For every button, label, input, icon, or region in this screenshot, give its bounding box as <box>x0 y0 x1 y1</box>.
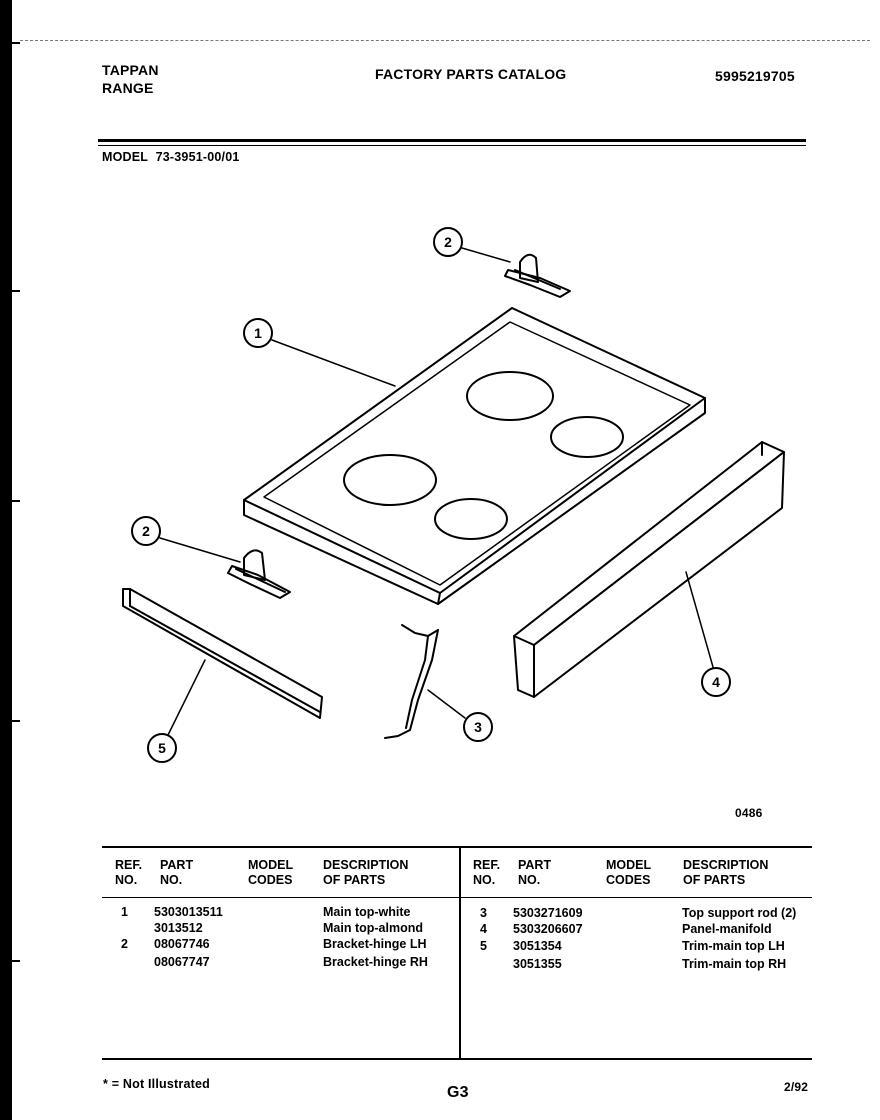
trim-part <box>123 589 322 718</box>
table-cell-ref: 3 <box>480 906 487 920</box>
table-cell-part: 5303206607 <box>513 922 583 936</box>
table-bottom-rule <box>102 1058 812 1060</box>
col-header-desc: DESCRIPTION OF PARTS <box>323 858 409 887</box>
table-cell-part: 5303013511 <box>154 905 223 919</box>
table-top-rule <box>102 846 812 848</box>
col-header-model: MODEL CODES <box>606 858 652 887</box>
footnote: * = Not Illustrated <box>103 1077 210 1091</box>
table-cell-desc: Bracket-hinge LH <box>323 937 427 951</box>
col-header-part: PART NO. <box>518 858 552 887</box>
catalog-number: 5995219705 <box>715 68 795 84</box>
callout-2-lower <box>132 517 160 545</box>
revision-date: 2/92 <box>784 1080 809 1094</box>
brand-line2: RANGE <box>102 80 154 96</box>
table-cell-part: 3051354 <box>513 939 562 953</box>
callout-4-label: 4 <box>712 674 720 690</box>
page-code: G3 <box>447 1084 469 1101</box>
figure-code: 0486 <box>735 806 763 820</box>
table-divider <box>459 847 461 1059</box>
model-number: 73-3951-00/01 <box>155 150 240 164</box>
brand-line1: TAPPAN <box>102 62 159 78</box>
table-cell-part: 08067747 <box>154 955 210 969</box>
support-rod-part <box>385 625 438 738</box>
table-cell-part: 3051355 <box>513 957 562 971</box>
callout-1-label: 1 <box>254 325 262 341</box>
table-cell-desc: Bracket-hinge RH <box>323 955 428 969</box>
table-cell-ref: 4 <box>480 922 487 936</box>
table-cell-part: 3013512 <box>154 921 203 935</box>
col-header-model: MODEL CODES <box>248 858 294 887</box>
scan-notch <box>12 960 20 962</box>
catalog-title: FACTORY PARTS CATALOG <box>375 66 567 82</box>
table-cell-desc: Main top-almond <box>323 921 423 935</box>
table-cell-ref: 1 <box>121 905 128 919</box>
callout-5-label: 5 <box>158 740 166 756</box>
table-cell-desc: Main top-white <box>323 905 411 919</box>
table-header-rule <box>102 897 812 898</box>
hinge-bracket-upper <box>505 255 570 297</box>
callout-4 <box>702 668 730 696</box>
callout-2-label: 2 <box>142 523 150 539</box>
table-cell-part: 08067746 <box>154 937 210 951</box>
table-cell-ref: 2 <box>121 937 128 951</box>
col-header-ref: REF. NO. <box>115 858 143 887</box>
callout-2-upper <box>434 228 462 256</box>
callout-3-label: 3 <box>474 719 482 735</box>
table-cell-desc: Panel-manifold <box>682 922 772 936</box>
callout-3 <box>464 713 492 741</box>
col-header-part: PART NO. <box>160 858 194 887</box>
table-cell-ref: 5 <box>480 939 487 953</box>
table-cell-desc: Trim-main top RH <box>682 957 787 971</box>
col-header-desc: DESCRIPTION OF PARTS <box>683 858 769 887</box>
table-cell-desc: Top support rod (2) <box>682 906 797 920</box>
table-cell-part: 5303271609 <box>513 906 583 920</box>
callout-5 <box>148 734 176 762</box>
callout-2-label: 2 <box>444 234 452 250</box>
model-label: MODEL <box>102 150 148 164</box>
col-header-ref: REF. NO. <box>473 858 501 887</box>
table-cell-desc: Trim-main top LH <box>682 939 785 953</box>
hinge-bracket-lower <box>228 550 290 598</box>
callout-1 <box>244 319 272 347</box>
